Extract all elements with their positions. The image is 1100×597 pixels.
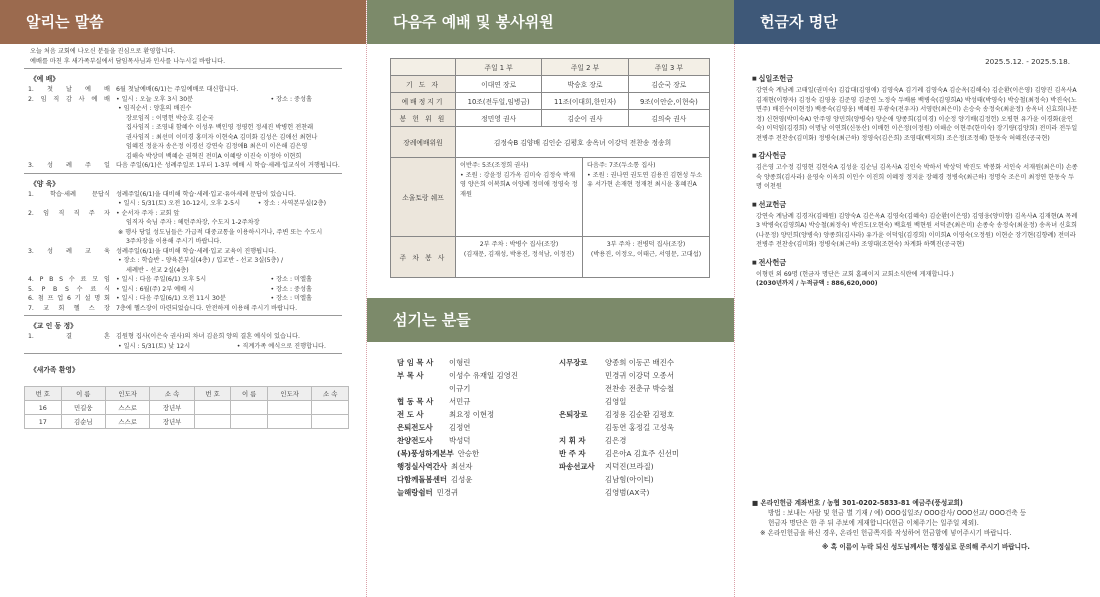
staff-names: 서민규 [449, 397, 471, 406]
notice-label: 3. 성 례 주 일 [28, 162, 110, 169]
table-cell [391, 59, 456, 76]
staff-role: 부 목 사 [397, 371, 424, 380]
table-row [391, 237, 710, 278]
staff-row [559, 460, 679, 473]
parking-lead: 2부 주차 : 박병수 집사(조장) [479, 241, 559, 248]
row-label: 기 도 자 [391, 76, 456, 93]
table-cell: 김순국 장로 [628, 76, 709, 93]
notice-item [0, 275, 366, 285]
table-cell: 장년부 [150, 415, 194, 429]
notice-label: 3. 성 례 교 육 [28, 247, 110, 255]
notice-sub: 임직자 숙님 주자 : 헤턴주차장, 수도지 1-2주차장 [126, 219, 260, 226]
row-label: 주 차 봉 사 [391, 237, 456, 278]
staff-header-panel [367, 298, 734, 342]
notice-label: 5. P B S 수 료 식 [28, 285, 110, 293]
staff-role: 다함께돌봄센터 [397, 475, 447, 484]
staff-row [397, 395, 518, 408]
staff-row [397, 382, 518, 395]
cleaning-this-week: 이반주: 5조(조정희 권사) [460, 162, 529, 169]
notice-sub: • 일시 : 5/31(토) 오전 10-12시, 오후 2-5시 [118, 200, 241, 207]
staff-row [397, 486, 518, 499]
notice-item [0, 332, 366, 342]
staff-names: 양종희 이동곤 배진수 [605, 358, 674, 367]
notice-item [0, 190, 366, 200]
table-cell: 16 [25, 401, 62, 415]
donation-names: 이형린 외 69명 (헌금자 명단은 교회 홈페이지 교회소식란에 게재합니다.) [756, 270, 954, 278]
donation-period: 2025.5.12. - 2025.5.18. [985, 57, 1070, 66]
staff-role: 시무장로 [559, 358, 588, 367]
staff-row [559, 408, 679, 421]
table-cell: 10조(전두일,임병금) [456, 93, 542, 110]
cleaning-team: • 조원 : 권나연 권도연 김용진 김현성 두소유 서가현 손재현 정재천 최시윤 홍혜진A [587, 171, 703, 188]
notice-label: 1. 결 혼 [28, 333, 110, 340]
staff-names: 이형린 [449, 358, 471, 367]
table-row [391, 76, 710, 93]
staff-names: 김성윤 [450, 475, 473, 484]
table-row [391, 127, 710, 158]
table-row [391, 110, 710, 127]
table-cell: 민길웅 [61, 401, 105, 415]
cleaning-subtable [456, 158, 709, 236]
table-cell [267, 415, 311, 429]
staff-row [397, 369, 518, 382]
bank-note: ※ 온라인헌금을 하신 경우, 온라인 헌금쪽지를 작성하여 헌금함에 넣어주시기 바랍니다. [760, 529, 1012, 537]
staff-row [559, 434, 679, 447]
notice-label: 2. 임 직 직 주 자 [28, 209, 110, 217]
notice-item [0, 304, 366, 314]
missing-name-note: ※ 혹 이름이 누락 되신 성도님께서는 행정실로 문의해 주시기 바랍니다. [822, 543, 1030, 551]
notice-place: • 장소 : 중성홀 [270, 95, 312, 103]
staff-row [397, 460, 518, 473]
row-label: 장례예배위원 [391, 127, 456, 158]
ordination-line: • 임직순서 : 양훈의 배진수 [118, 105, 192, 112]
worship-staff-table [390, 58, 710, 278]
notice-text: 성례주일(6/1)을 대비해 학습·세례·입교·유아세례 문답이 있습니다. [116, 190, 296, 198]
notice-item [0, 95, 366, 105]
staff-row [397, 356, 518, 369]
staff-role: 은퇴장로 [559, 410, 588, 419]
intro-line: 예배를 마친 후 새가족부실에서 담임목사님과 인사를 나누시길 바랍니다. [30, 57, 226, 65]
staff-role: 찬양전도사 [397, 436, 433, 445]
table-cell: 김의숙 권사 [628, 110, 709, 127]
staff-row [559, 382, 679, 395]
staff-names: 박성덕 [449, 436, 471, 445]
staff-row [397, 408, 518, 421]
notice-place: • 장소 : 미엘홀 [270, 276, 312, 283]
column-header: 번 호 [25, 387, 62, 401]
table-cell: 김순님 [61, 415, 105, 429]
parking-lead: 3부 주차 : 전병덕 집사(조장) [606, 241, 686, 248]
table-cell [312, 415, 349, 429]
parking-team: (김재문, 김재성, 박용진, 정석남, 이정진) [463, 250, 575, 258]
notice-item [0, 247, 366, 257]
staff-header: 섬기는 분들 [393, 311, 471, 329]
notice-text: • 일시 : 6월(주) 2부 예배 시 [116, 285, 195, 293]
staff-names: 이규기 [449, 384, 471, 393]
notice-text: 성례주일(6/1)을 대비해 학습·세례·입교 교육이 진행됩니다. [116, 247, 277, 255]
online-giving [752, 498, 1030, 552]
staff-row [559, 473, 679, 486]
staff-list-right [559, 356, 679, 499]
intro-line: 오늘 처음 교회에 나오신 분들을 진심으로 환영합니다. [30, 48, 176, 55]
notice-item [0, 285, 366, 295]
service-header: 주일 2 부 [542, 59, 628, 76]
notices-header: 알리는 말씀 [0, 0, 366, 44]
staff-names: 안승한 [457, 449, 480, 458]
table-row [391, 158, 710, 237]
staff-names: 김남힘(아이티) [605, 475, 654, 484]
table-cell: 9조(이안순,이현숙) [628, 93, 709, 110]
staff-role: 반 주 자 [559, 449, 586, 458]
staff-names: 김동연 홍정길 고성욱 [605, 423, 674, 432]
column-header: 인도자 [105, 387, 149, 401]
staff-role: 파송선교사 [559, 462, 595, 471]
parking-subtable [456, 237, 709, 277]
notice-text: • 일시 : 다음 주일(6/1) 오후 5시 [116, 276, 207, 283]
notice-label: 6. 첨 프 업 6 기 설 명 회 [28, 295, 110, 302]
worship-staff-header: 다음주 예배 및 봉사위원 [367, 0, 734, 44]
notice-text: • 일시 : 오늘 오후 3시 30분 [116, 95, 194, 103]
staff-role: 협 동 목 사 [397, 397, 434, 406]
table-cell: 17 [25, 415, 62, 429]
notice-text: 다음 주일(6/1)은 성례주일로 1부터 1-3부 예배 시 학습·세례·입교식이 거행됩니다. [116, 162, 340, 169]
table-cell [194, 415, 231, 429]
notice-place: • 장소 : 중성홀 [270, 285, 312, 293]
staff-role: 전 도 사 [397, 410, 424, 419]
donation-total: (2030년까지 / 누적금액 : 886,620,000) [756, 280, 878, 287]
table-row [391, 93, 710, 110]
study-section-title: 《양 육》 [30, 179, 60, 188]
column-header: 이 름 [231, 387, 268, 401]
staff-row [559, 486, 679, 499]
notice-sub: 세례반 - 선교 2실(4층) [126, 266, 189, 274]
donation-section-title: ■ 선교헌금 [734, 192, 1100, 212]
donors-column [734, 0, 1100, 597]
staff-names: 지덕진(브라질) [605, 462, 654, 471]
row-label: 봉 헌 위 원 [391, 110, 456, 127]
donation-section-title: ■ 감사헌금 [734, 143, 1100, 163]
staff-names: 이성수 유재일 김영진 [449, 371, 518, 380]
table-cell [231, 415, 268, 429]
donation-names: 강연숙 계남례 고태일(권미숙) 김갑대(김영애) 김영숙A 김기례 김영숙A 김순옥(김해숙) 김순환(이은영) 김양진 김옥사A 김재현(이향자) 김정숙 김영웅 김준영 김준연 노정숙 두배름 백병숙(김영희A) 박성태(박영숙) 박승철(최정숙) 박진숙(노면주) 배진수(이현정) 백종숙(김영웅) 백혜원 부광숙(전우자) 서영란(최은미) 손승숙 송정숙(최윤정) 송옥녀 신효희(나문정) 신현영(박미숙A) 안주영 양민희(양병숙) 양순애 양종희(김미경) 이순정 양기배(김정헌) 오평현 유가윤 이경화(윤인숙) 이덕임(김경희) 이명남 이연희(신동산) 이배헌 이은정(이정원) 이해순 이현주(한미숙) 장기량(김양희) 전미라 전두일 전병주 전찬송(김미화) 정병숙(최근하) 정영숙(김은희) 조영대(백지희) 조은정(조정해) 한동숙 허혜진(공국현) [756, 87, 1078, 142]
notice-item [0, 294, 366, 304]
notice-sub: • 장소 : 학습반 - 양육본부실(4층) / 입교반 - 선교 3실(5층) / [118, 257, 284, 264]
notice-label: 7. 교 회 헬 스 장 [28, 304, 110, 312]
staff-names: 김정용 김순환 김평호 [605, 410, 674, 419]
column-header: 인도자 [267, 387, 311, 401]
ordination-line: 집사임직 : 조영내 함혜수 이성우 백인영 정평헌 정세진 박병헌 전찬래 [126, 124, 314, 131]
table-row [25, 401, 349, 415]
staff-row [397, 473, 518, 486]
staff-row [559, 369, 679, 382]
staff-role: 은퇴전도사 [397, 423, 433, 432]
staff-names: 김영범(AX국) [605, 488, 650, 497]
notice-sub: • 직계가족 예식으로 진행합니다. [236, 342, 326, 350]
staff-names: 김은경 [605, 436, 627, 445]
donation-names: 김은영 고수정 김영현 김현숙A 김성윤 김순님 김옥사A 김인숙 박하서 박상덕 박진도 박봉화 서인숙 서재원(최은미) 손종숙 양종희(김사라) 윤영숙 이옥희 이인수 이진희 이혜정 정지윤 장혜경 정병숙(최근하) 정명숙 조은미 최정연 한동숙 두명 이천원 [756, 164, 1078, 190]
staff-role: 행정실사역간사 [397, 462, 447, 471]
table-cell: 김순이 권사 [542, 110, 628, 127]
newcomer-table [24, 386, 349, 429]
donation-section-title: ■ 전사헌금 [734, 250, 1100, 270]
row-label: 예배정지기 [391, 93, 456, 110]
column-header: 번 호 [194, 387, 231, 401]
notice-text: • 순서자 주자 : 교회 앞 [116, 209, 180, 217]
notice-sub: ※ 행사 당일 성도님들은 가급적 대중교통을 이용하시거나, 주변 또는 수도시 [118, 228, 323, 236]
staff-row [559, 395, 679, 408]
table-cell: 이대연 장로 [456, 76, 542, 93]
notice-sub: • 일시 : 5/31(토) 낮 12시 [118, 342, 191, 350]
service-header: 주일 3 부 [628, 59, 709, 76]
notices-intro [0, 44, 366, 66]
staff-names: 김은아A 김효주 신선미 [605, 449, 680, 458]
staff-row [397, 434, 518, 447]
donation-names: 강연숙 계남례 김경자(김혜원) 김양숙A 김은옥A 김영숙(김혜숙) 김순환(이은영) 김영웅(양미향) 김옥사A 김재현(A 목례3 박병숙(김영희A) 박승철(최정숙) 박진도(오현숙) 백효원 백현원 서덕준(최은미) 손종숙 송정숙(최윤정) 송옥녀 신효희(나문정) 양민희(양병숙) 양종희(김사라) 유가윤 이덕임(김경희) 이미희A 이영숙(오정원) 이현순 장기현(김향례) 전미라 전병주 전찬송(김미화) 정병숙(최근하) 조영대(조현숙) 차계화 하헥진(공국현) [756, 212, 1078, 248]
notice-item [0, 209, 366, 219]
notice-label: 4. P B S 수 료 모 임 [28, 276, 110, 283]
service-header: 주일 1 부 [456, 59, 542, 76]
worship-staff-column [367, 0, 734, 597]
notice-item [0, 85, 366, 95]
notice-label: 2. 임 직 감 사 예 배 [28, 95, 110, 103]
parking-team: (박용진, 이정오, 이태근, 서영문, 고대섭) [590, 250, 702, 258]
staff-role: 늘해랑쉼터 [397, 488, 433, 497]
table-cell [194, 401, 231, 415]
table-cell: 스스로 [105, 401, 149, 415]
table-cell [231, 401, 268, 415]
table-cell [267, 401, 311, 415]
table-cell: 11조(이대희,한인자) [542, 93, 628, 110]
table-cell: 장년부 [150, 401, 194, 415]
members-section-title: 《교 인 동 정》 [30, 322, 77, 330]
notice-text: 김원형 집사(이은숙 권사)의 차녀 김윤희 양의 결혼 예식이 있습니다. [116, 333, 300, 340]
table-header-row [25, 387, 349, 401]
staff-row [397, 421, 518, 434]
column-header: 소 속 [150, 387, 194, 401]
column-header: 소 속 [312, 387, 349, 401]
donation-section-title: ■ 십일조헌금 [734, 66, 1100, 86]
staff-row [559, 447, 679, 460]
table-header-row [391, 59, 710, 76]
staff-role: 지 휘 자 [559, 436, 586, 445]
cleaning-next-week: 다음주: 7조(두소통 집사) [587, 162, 656, 169]
notices-column [0, 0, 366, 597]
staff-names: 김영일 [605, 397, 627, 406]
table-cell: 스스로 [105, 415, 149, 429]
staff-list-left [397, 356, 518, 499]
table-cell [312, 401, 349, 415]
staff-names: 김정연 [449, 423, 471, 432]
notice-sub: 3주차장을 이용해 주시기 바랍니다. [126, 238, 222, 245]
staff-row [397, 447, 518, 460]
donors-header: 헌금자 명단 [734, 0, 1100, 44]
ordination-line: 임혜진 정윤자 송은정 이경선 강연숙 김정애B 최은미 이은해 김은영 [126, 143, 308, 150]
ordination-line: 권사임직 : 최선미 이미경 홍미자 이현숙A 김미화 김성은 김애선 최현나 [126, 133, 318, 141]
staff-role: (복)풍성하게본부 [397, 449, 454, 458]
notice-label: 1. 학습·세례 문답식 [28, 190, 110, 198]
notice-label: 1. 첫 날 예 배 [28, 86, 110, 93]
notice-item [0, 161, 366, 171]
staff-row [559, 356, 679, 369]
notice-text: • 일시 : 다음 주일(6/1) 오전 11시 30분 [116, 295, 226, 302]
bank-account: ■ 온라인헌금 계좌번호 / 농협 301-0202-5833-81 예금주(풍성교회) [752, 499, 963, 507]
staff-role: 담 임 목 사 [397, 358, 434, 367]
column-header: 이 름 [61, 387, 105, 401]
staff-names: 전찬송 전춘규 박승철 [605, 384, 674, 393]
notice-text: 7층에 헬스장이 마련되었습니다. 안전하게 이용해 주시기 바랍니다. [116, 304, 298, 312]
staff-names: 최요정 이현정 [449, 410, 495, 419]
notice-text: 6월 첫날예배(6/1)는 주일예배로 대신합니다. [116, 86, 239, 93]
staff-row [559, 421, 679, 434]
ordination-line: 장로임직 : 이명헌 박승호 김순국 [126, 114, 214, 122]
notice-place: • 장소 : 미엘홀 [270, 295, 312, 302]
staff-names: 민경귀 [436, 488, 459, 497]
table-cell: 박승호 장로 [542, 76, 628, 93]
notice-place: • 장소 : 사역본부실(2층) [257, 200, 326, 207]
staff-names: 최선자 [450, 462, 473, 471]
table-cell: 김정숙B 김양배 김인순 김평호 송옥녀 이강덕 전찬송 정송희 [456, 127, 710, 158]
worship-section-title: 《예 배》 [30, 75, 60, 83]
staff-names: 민경귀 이강덕 오종서 [605, 371, 674, 380]
row-label: 소울토랑 쉐프 [391, 158, 456, 237]
cleaning-team: • 조원 : 강윤정 김가옥 김미숙 김정숙 박재영 양은희 이복희A 이양례 정미애 정영숙 정재원 [460, 171, 578, 198]
bank-method: 방법 : 보내는 사람 및 헌금 별 기재 / 예) OOO십일조/ OOO감사/ OOO선교/ OOO건축 등 [768, 509, 1027, 517]
newcomer-section-title: 《새가족 환영》 [30, 366, 79, 374]
bank-note: 헌금자 명단은 한 주 뒤 주보에 게재합니다(헌금 이체주기는 일주일 제외). [768, 519, 979, 527]
table-row [25, 415, 349, 429]
table-cell: 정민영 권사 [456, 110, 542, 127]
ordination-line: 김해숙 박상미 백혜순 권혁진 전미A 이혜랑 이진숙 이정아 이현희 [126, 152, 302, 160]
